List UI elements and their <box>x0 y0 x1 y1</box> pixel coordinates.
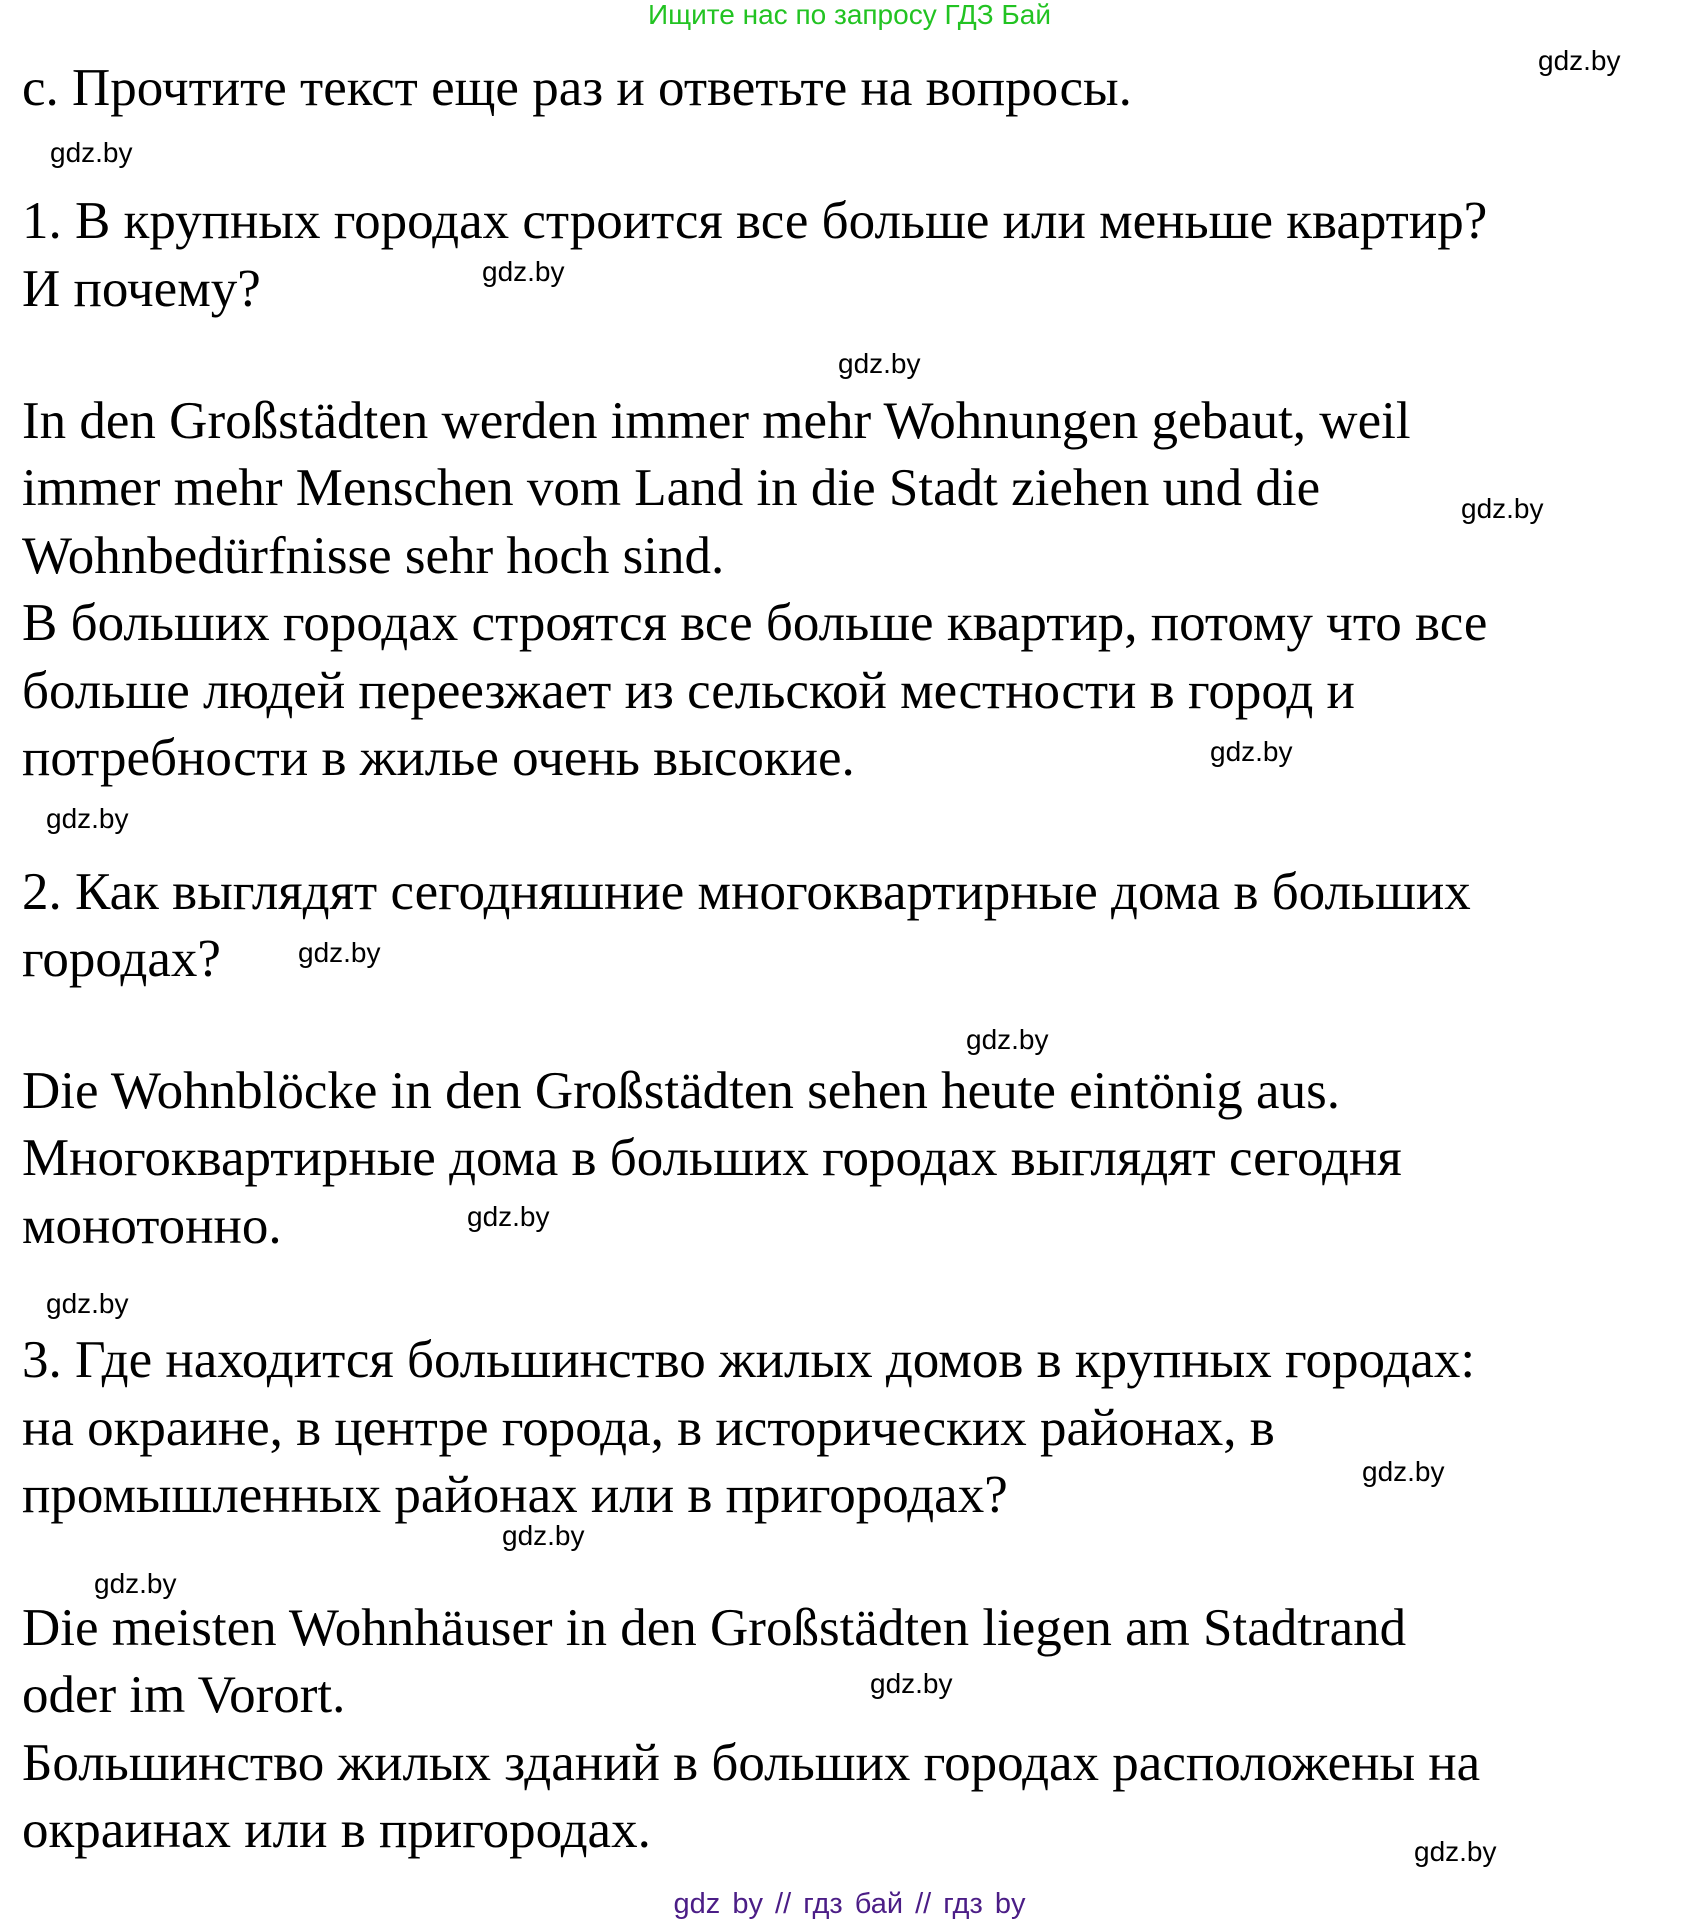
watermark: gdz.by <box>870 1668 953 1699</box>
question-1-line: И почему? <box>22 260 261 318</box>
answer-1-line: immer mehr Menschen vom Land in die Stadt ziehen und die <box>22 459 1321 517</box>
footer-links: gdz by // гдз бай // гдз by <box>673 1888 1026 1920</box>
question-3-line: на окраине, в центре города, в исторических районах, в <box>22 1399 1275 1457</box>
watermark: gdz.by <box>46 803 129 834</box>
answer-1-line: In den Großstädten werden immer mehr Wohnungen gebaut, weil <box>22 392 1411 450</box>
answer-1-line: потребности в жилье очень высокие. <box>22 729 855 787</box>
watermark: gdz.by <box>1362 1456 1445 1487</box>
answer-1-line: Wohnbedürfnisse sehr hoch sind. <box>22 527 725 585</box>
question-2-line: городах? <box>22 930 221 988</box>
watermark: gdz.by <box>50 137 133 168</box>
watermark: gdz.by <box>1461 493 1544 524</box>
question-3-line: промышленных районах или в пригородах? <box>22 1466 1008 1524</box>
question-2-line: 2. Как выглядят сегодняшние многоквартирные дома в больших <box>22 863 1471 921</box>
watermark: gdz.by <box>482 256 565 287</box>
site-banner: Ищите нас по запросу ГДЗ Бай <box>647 0 1052 30</box>
watermark: gdz.by <box>298 937 381 968</box>
answer-2-line: Die Wohnblöcke in den Großstädten sehen heute eintönig aus. <box>22 1062 1340 1120</box>
question-3-line: 3. Где находится большинство жилых домов в крупных городах: <box>22 1331 1476 1389</box>
watermark: gdz.by <box>1210 736 1293 767</box>
answer-3-line: Die meisten Wohnhäuser in den Großstädten liegen am Stadtrand <box>22 1599 1407 1657</box>
task-title: c. Прочтите текст еще раз и ответьте на вопросы. <box>22 59 1132 117</box>
question-1-line: 1. В крупных городах строится все больше или меньше квартир? <box>22 192 1488 250</box>
answer-2-line: Многоквартирные дома в больших городах выглядят сегодня <box>22 1129 1402 1187</box>
watermark: gdz.by <box>966 1024 1049 1055</box>
answer-3-line: Большинство жилых зданий в больших городах расположены на <box>22 1734 1481 1792</box>
watermark: gdz.by <box>502 1520 585 1551</box>
answer-2-line: монотонно. <box>22 1197 282 1255</box>
watermark: gdz.by <box>46 1288 129 1319</box>
answer-3-line: oder im Vorort. <box>22 1666 346 1724</box>
watermark: gdz.by <box>467 1201 550 1232</box>
watermark: gdz.by <box>1414 1836 1497 1867</box>
answer-1-line: больше людей переезжает из сельской местности в город и <box>22 662 1355 720</box>
watermark: gdz.by <box>94 1568 177 1599</box>
watermark: gdz.by <box>838 348 921 379</box>
watermark: gdz.by <box>1538 45 1621 76</box>
answer-1-line: В больших городах строятся все больше квартир, потому что все <box>22 594 1488 652</box>
answer-3-line: окраинах или в пригородах. <box>22 1801 651 1859</box>
